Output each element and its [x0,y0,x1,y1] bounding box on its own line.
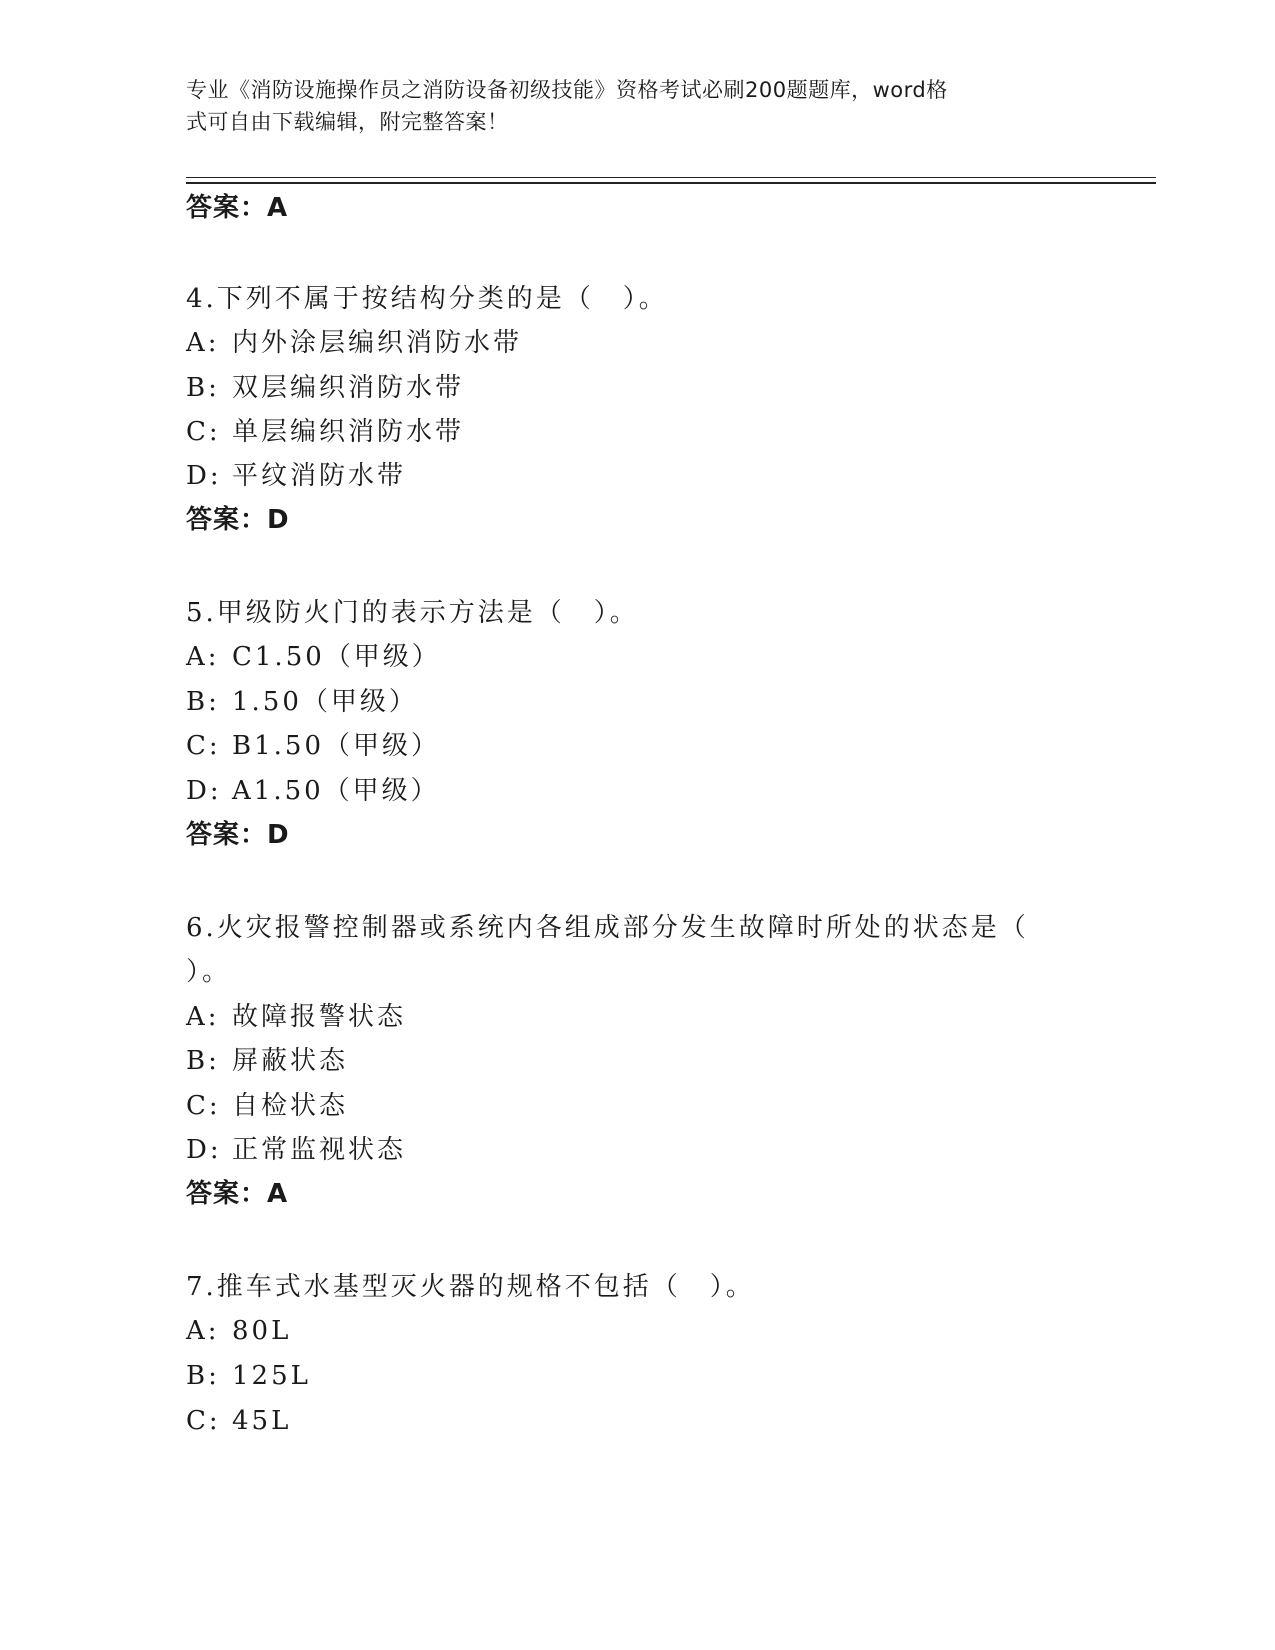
option-label: A: [186,1002,220,1032]
option-text: 1.50（甲级） [232,687,418,717]
answer-previous: 答案：A [186,193,289,223]
document-header [186,74,1086,138]
question-6-option-b [186,1044,348,1078]
question-5-option-b [186,685,418,719]
option-label: C: [186,731,221,761]
question-7-stem: 7.推车式水基型灭火器的规格不包括（ ）。 [186,1272,755,1302]
option-text: 单层编织消防水带 [232,417,465,447]
question-4-option-c [186,415,464,449]
option-label: A: [186,642,220,672]
option-label: C: [186,1406,221,1436]
option-text: 故障报警状态 [232,1002,407,1032]
option-text: 内外涂层编织消防水带 [232,328,523,358]
option-text: 45L [232,1406,292,1436]
question-5-option-d [186,774,440,808]
question-4-option-d [186,459,406,493]
question-7-option-c [186,1404,291,1438]
question-6-stem-line-2: ）。 [186,957,232,987]
option-label: B: [186,687,220,717]
question-6-option-a [186,1000,406,1034]
header-line-1: 专业《消防设施操作员之消防设备初级技能》资格考试必刷200题题库，word格 [186,78,948,102]
option-text: 自检状态 [232,1091,349,1121]
option-text: 屏蔽状态 [232,1046,349,1076]
option-text: 双层编织消防水带 [232,373,465,403]
option-label: C: [186,1091,221,1121]
question-6-option-c [186,1089,348,1123]
question-4-option-a [186,326,522,360]
option-text: 80L [232,1316,292,1346]
option-label: D: [186,1135,222,1165]
question-4-option-b [186,371,464,405]
option-text: C1.50（甲级） [232,642,441,672]
question-5-stem: 5.甲级防火门的表示方法是（ ）。 [186,598,639,628]
question-5-answer: 答案：D [186,820,290,850]
option-text: 正常监视状态 [232,1135,407,1165]
option-label: D: [186,776,222,806]
header-divider-thick [186,182,1156,184]
option-label: B: [186,1046,220,1076]
header-divider-thin [186,177,1156,178]
option-text: B1.50（甲级） [232,731,440,761]
question-6-option-d [186,1133,406,1167]
option-text: A1.50（甲级） [232,776,440,806]
option-text: 125L [232,1361,311,1391]
question-4-stem: 4.下列不属于按结构分类的是（ ）。 [186,284,668,314]
option-text: 平纹消防水带 [232,461,407,491]
option-label: B: [186,1361,220,1391]
question-7-option-b [186,1359,311,1393]
question-4-answer: 答案：D [186,505,290,535]
question-5-option-c [186,729,440,763]
option-label: D: [186,461,222,491]
question-5-option-a [186,640,441,674]
header-line-2: 式可自由下载编辑，附完整答案！ [186,110,509,134]
option-label: B: [186,373,220,403]
question-6-stem-line-1: 6.火灾报警控制器或系统内各组成部分发生故障时所处的状态是（ [186,913,1029,943]
option-label: A: [186,1316,220,1346]
question-6-answer: 答案：A [186,1179,289,1209]
option-label: A: [186,328,220,358]
option-label: C: [186,417,221,447]
question-7-option-a [186,1314,291,1348]
